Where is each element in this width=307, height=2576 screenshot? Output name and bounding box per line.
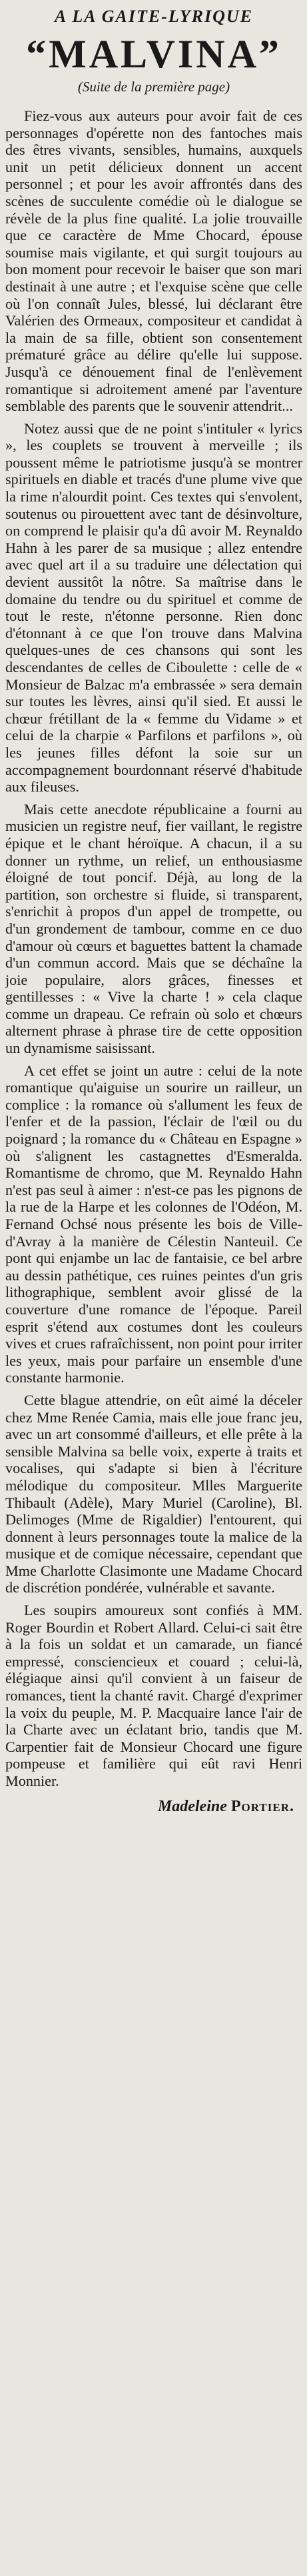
- paragraph-6: Les soupirs amoureux sont confiés à MM. Roger Bourdin et Robert Allard. Celui-ci sait être à la fois un soldat et un camarade, un fiancé empressé, consciencieux et couard ; celui-là, élégiaque ainsi qu'il convient à un faiseur de romances, tient la chanté ravit. Chargé d'exprimer la voix du peuple, M. P. Macquaire lance l'air de la Charte avec un éclatant brio, tandis que M. Carpentier fait de Monsieur Chocard une figure pompeuse et familière qui eût ravi Henri Monnier.: [5, 1602, 302, 1789]
- article-subtitle: (Suite de la première page): [77, 79, 230, 95]
- article-column: [5, 4, 302, 2573]
- article-title: “MALVINA”: [26, 32, 282, 76]
- paragraph-3: Mais cette anecdote républicaine a fourni au musicien un registre neuf, fier vaillant, le registre épique et le chant héroïque. A chacun, il a su donner un rythme, un relief, un enthousiasme éloigné de tout poncif. Déjà, au long de la partition, son orchestre si fluide, si transparent, s'enrichit à propos d'un appel de trompette, ou d'un grondement de tambour, comme en ce duo d'amour où cœurs et baguettes battent la chamade d'un commun accord. Mais que se déchaîne la joie populaire, alors grâces, finesses et gentillesses : « Vive la charte ! » cela claque comme un drapeau. Ce refrain où solo et chœurs alternent phrase à phrase tire de cette opposition un dynamisme saisissant.: [5, 800, 302, 1057]
- paragraph-1: Fiez-vous aux auteurs pour avoir fait de ces personnages d'opérette non des fantoches mais des êtres vivants, sensibles, humains, auxquels unit un petit délicieux donnent un accent personnel ; et pour les avoir affrontés dans des scènes de succulente comédie où le dialogue se révèle de la plus fine qualité. La jolie trouvaille que ce caractère de Mme Chocard, épouse soumise mais vigilante, et qui surgit toujours au bon moment pour recevoir le baiser que son mari destinait à une autre ; et l'exquise scène que celle où l'on connaît Jules, blessé, lui déclarant être Valérien des Ormeaux, compositeur et candidat à la main de sa fille, obtient son consentement prématuré grâce au délire qu'elle lui suppose. Jusqu'à ce dénouement final de l'enlèvement romantique si adroitement amené par l'aventure semblable des parents que le souvenir attendrit...: [5, 107, 302, 415]
- author-signature: [5, 1798, 294, 1816]
- paragraph-2: Notez aussi que de ne point s'intituler « lyrics », les couplets se trouvent à merveille ; ils poussent même le patriotisme jusqu'à se montrer spirituels en diable et tracés d'une plume vive que la rime n'alourdit point. Ces textes qui s'envolent, soutenus ou pirouettent avec tant de désinvolture, on comprend le plaisir qu'a dû avoir M. Reynaldo Hahn à les parer de sa musique ; allez entendre avec quel art il a su traduire une délectation qui devient aussitôt la nôtre. Sa maîtrise dans le domaine du tendre ou du spirituel et comme de tout le reste, n'étonne personne. Rien donc d'étonnant à ce que l'on trouve dans Malvina quelques-unes de ces chansons qui sont les descendantes de celles de Ciboulette : celle de « Monsieur de Balzac m'a embrassée » sera demain sur toutes les lèvres, ainsi qu'il sied. Et aussi le chœur frétillant de la « femme du Vidame » et celui de la charpie « Parfilons et parfilons », où les jeunes filles défont la soie sur un accompagnement bourdonnant réservé d'habitude aux fileuses.: [5, 419, 302, 796]
- author-last-name: Portier.: [230, 1797, 294, 1815]
- paragraph-5: Cette blague attendrie, on eût aimé la déceler chez Mme Renée Camia, mais elle joue franc jeu, avec un art consommé d'ailleurs, et elle prête à la sensible Malvina sa belle voix, experte à traits et vocalises, qui s'adapte si bien à l'écriture mélodique du compositeur. Mlles Marguerite Thibault (Adèle), Mary Muriel (Caroline), Bl. Delimoges (Mme de Rigaldier) l'entourent, qui donnent à leurs personnages toute la malice de la musique et de comique nécessaire, cependant que Mme Charlotte Clasimonte une Madame Chocard de discrétion pondérée, vulnérable et savante.: [5, 1391, 302, 1596]
- paragraph-4: A cet effet se joint un autre : celui de la note romantique qu'aiguise un sourire un railleur, un complice : la romance où s'allument les feux de l'enfer et de la passion, l'éclair de l'œil ou du poignard ; la romance du « Château en Espagne » où s'alignent les castagnettes d'Esmeralda. Romantisme de chromo, que M. Reynaldo Hahn n'est pas seul à aimer : n'est-ce pas les pignons de la rue de la Harpe et les colonnes de l'Odéon, M. Fernand Ochsé nous présente les bois de Ville-d'Avray à la manière de Célestin Nanteuil. Ce pont qui enjambe un lac de fantaisie, ce bel arbre au dessin pathétique, ces ruines peintes d'un gris lithographique, semblent avoir glissé de la couverture d'une romance de l'époque. Pareil esprit s'étend aux costumes dont les couleurs vives et crues rafraîchissent, non point pour irriter les yeux, mais pour parfaire un ensemble d'une constante harmonie.: [5, 1062, 302, 1386]
- article-kicker: A LA GAITE-LYRIQUE: [55, 7, 253, 26]
- author-first-name: Madeleine: [157, 1797, 227, 1815]
